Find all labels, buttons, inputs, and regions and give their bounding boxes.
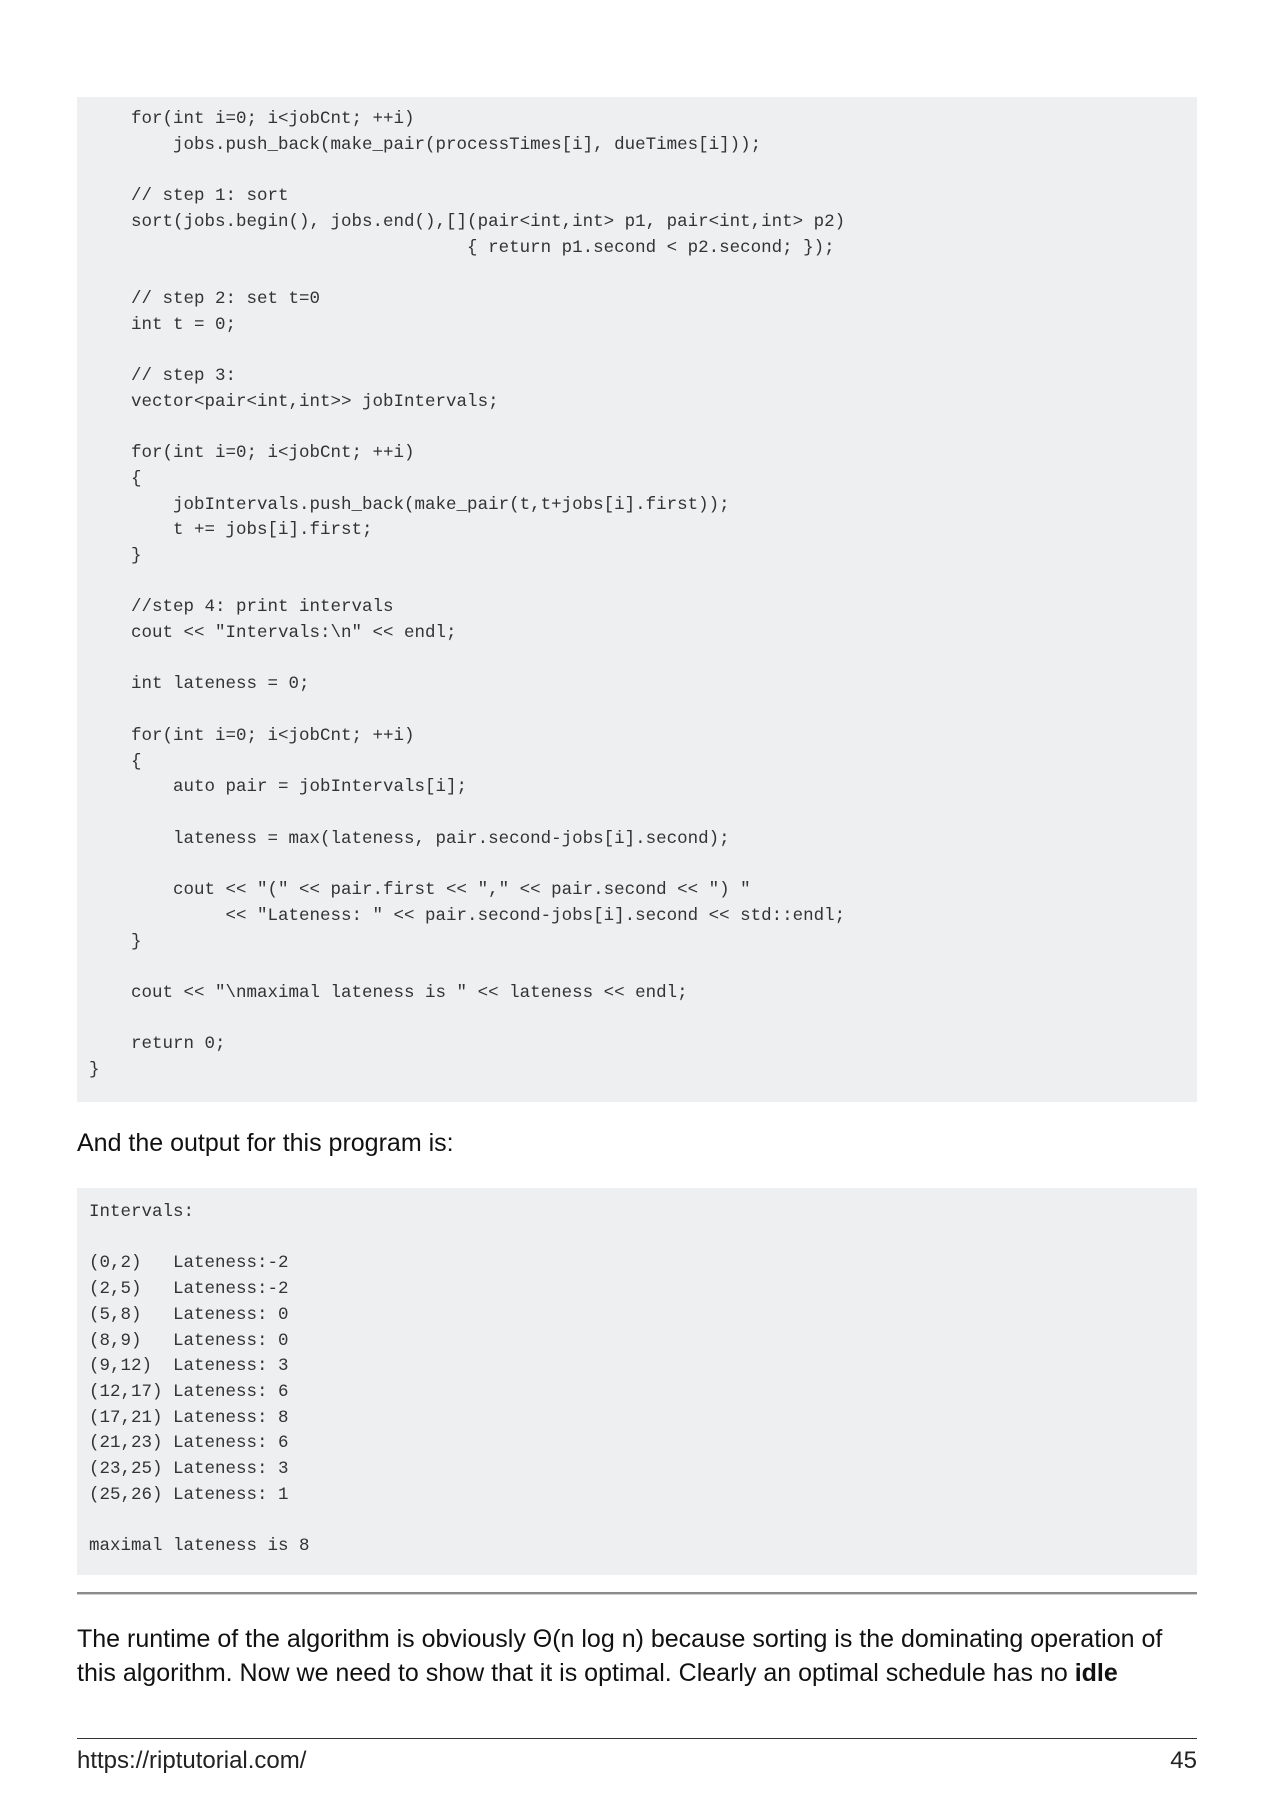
runtime-paragraph-text: The runtime of the algorithm is obviously Θ(n log n) because sorting is the dominating operation of this algorithm. Now we need to show that it is optimal. Clearly an optimal schedule has no [77, 1625, 1163, 1687]
page-number: 45 [1170, 1747, 1197, 1774]
bold-term-idle: idle [1074, 1659, 1118, 1687]
footer-divider [77, 1738, 1197, 1739]
output-intro-text: And the output for this program is: [77, 1129, 454, 1157]
program-output-listing: Intervals: (0,2) Lateness:-2 (2,5) Lateness:-2 (5,8) Lateness: 0 (8,9) Lateness: 0 (9,12) Lateness: 3 (12,17) Lateness: 6 (17,21) Lateness: 8 (21,23) Lateness: 6 (23,25) Lateness: 3 (25,26) Lateness: 1 maximal lateness is 8 [89, 1202, 310, 1557]
code-block-program [77, 97, 1197, 1102]
footer-url-link[interactable]: https://riptutorial.com/ [77, 1747, 307, 1774]
code-listing: for(int i=0; i<jobCnt; ++i) jobs.push_back(make_pair(processTimes[i], dueTimes[i])); // step 1: sort sort(jobs.begin(), jobs.end(),[](pair<int,int> p1, pair<int,int> p2) { return p1.second < p2.second; }); // step 2: set t=0 int t = 0; // step 3: vector<pair<int,int>> jobIntervals; for(int i=0; i<jobCnt; ++i) { jobIntervals.push_back(make_pair(t,t+jobs[i].first)); t += jobs[i].first; } //step 4: print intervals cout << "Intervals:\n" << endl; int lateness = 0; for(int i=0; i<jobCnt; ++i) { auto pair = jobIntervals[i]; lateness = max(lateness, pair.second-jobs[i].second); cout << "(" << pair.first << "," << pair.second << ") " << "Lateness: " << pair.second-jobs[i].second << std::endl; } cout << "\nmaximal lateness is " << lateness << endl; return 0; } [89, 109, 846, 1081]
section-divider [77, 1592, 1197, 1594]
code-block-output [77, 1188, 1197, 1575]
runtime-paragraph [77, 1622, 1207, 1690]
